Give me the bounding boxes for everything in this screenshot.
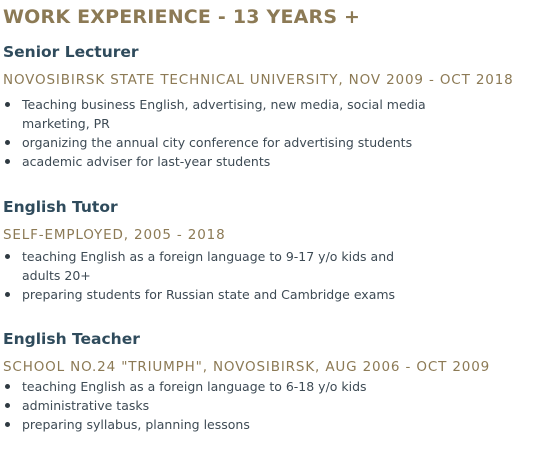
job-title: English Teacher xyxy=(3,330,140,348)
duties-list xyxy=(3,95,473,171)
duties-list xyxy=(3,377,473,434)
job-title: English Tutor xyxy=(3,198,118,216)
duty-item: preparing students for Russian state and Cambridge exams xyxy=(3,285,433,304)
duty-item: Teaching business English, advertising, new media, social media marketing, PR xyxy=(3,95,473,133)
job-title: Senior Lecturer xyxy=(3,43,139,61)
duty-item: organizing the annual city conference for advertising students xyxy=(3,133,473,152)
duty-item: administrative tasks xyxy=(3,396,473,415)
section-title: WORK EXPERIENCE - 13 YEARS + xyxy=(3,6,361,28)
duty-item: preparing syllabus, planning lessons xyxy=(3,415,473,434)
job-employer-dates: SELF-EMPLOYED, 2005 - 2018 xyxy=(3,227,226,243)
job-entry-english-tutor xyxy=(3,197,555,304)
duty-item: teaching English as a foreign language to 6-18 y/o kids xyxy=(3,377,473,396)
duty-item: teaching English as a foreign language to 9-17 y/o kids and adults 20+ xyxy=(3,247,433,285)
job-entry-senior-lecturer xyxy=(3,42,555,171)
job-entry-english-teacher xyxy=(3,329,555,434)
job-employer-dates: NOVOSIBIRSK STATE TECHNICAL UNIVERSITY, NOV 2009 - OCT 2018 xyxy=(3,72,514,88)
duties-list xyxy=(3,247,433,304)
duty-item: academic adviser for last-year students xyxy=(3,152,473,171)
job-employer-dates: SCHOOL NO.24 "TRIUMPH", NOVOSIBIRSK, AUG 2006 - OCT 2009 xyxy=(3,359,491,375)
